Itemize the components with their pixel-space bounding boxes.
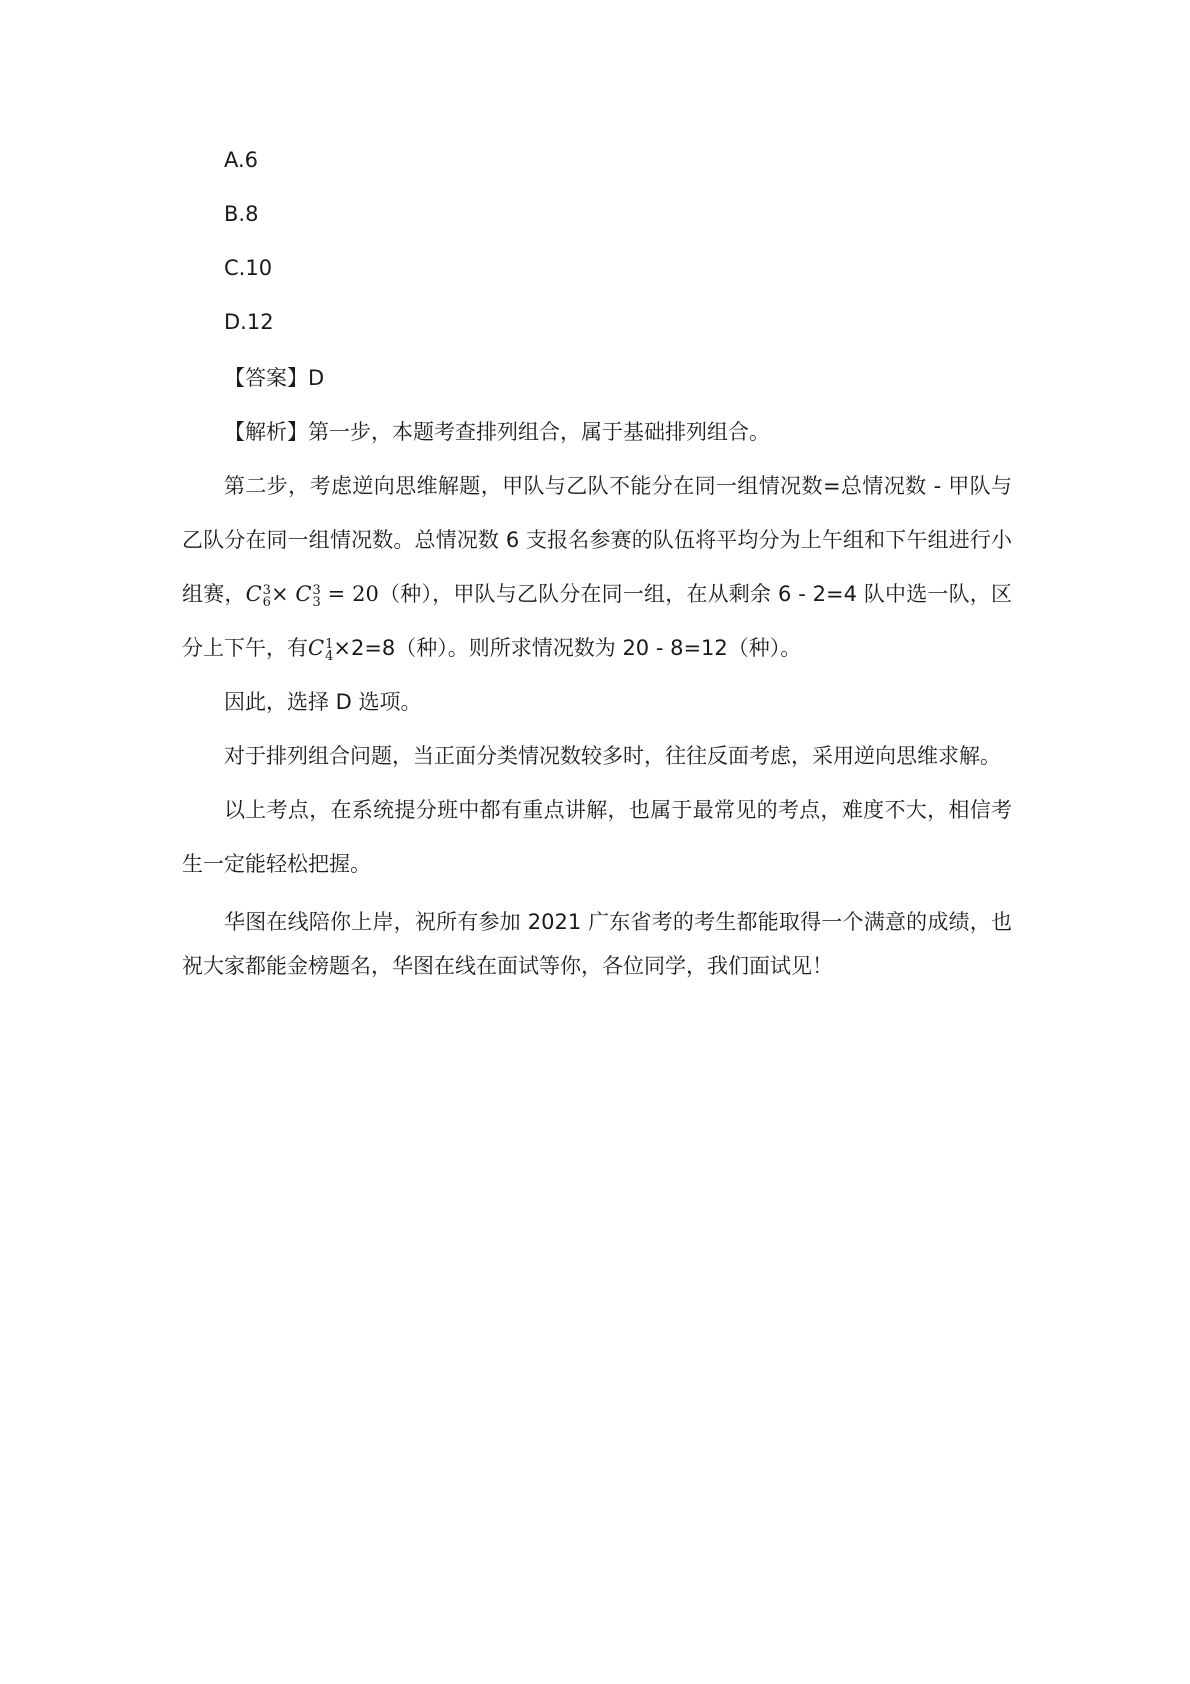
answer-line: 【答案】D: [224, 366, 325, 390]
analysis-tip: 对于排列组合问题，当正面分类情况数较多时，往往反面考虑，采用逆向思维求解。: [224, 744, 1001, 768]
formula-equals: =: [327, 582, 346, 606]
formula2-sub: 4: [325, 649, 334, 664]
step2-text-3: ×2=8（种）。则所求情况数为 20 - 8=12（种）。: [333, 636, 802, 660]
option-b: B.8: [224, 202, 259, 226]
formula2-sup: 1: [325, 637, 334, 652]
step2-text-1: 第二步，考虑逆向思维解题，甲队与乙队不能分在同一组情况数=总情况数 - 甲队与乙队分在同一组情况数。总情况数 6 支报名参赛的队伍将平均分为上午组和下午组进行小组赛，: [182, 474, 1012, 606]
formula-combination-product: [245, 582, 379, 610]
formula-combination-c41: [308, 636, 334, 664]
formula-c-symbol-2: C: [295, 582, 312, 606]
formula-c-symbol-1: C: [245, 582, 262, 606]
analysis-intro: 【解析】第一步，本题考查排列组合，属于基础排列组合。: [224, 420, 770, 444]
formula-sub-2: 3: [312, 595, 321, 610]
formula2-c-symbol: C: [308, 636, 325, 660]
formula-sup-1: 3: [262, 583, 271, 598]
option-a: A.6: [224, 148, 259, 172]
option-c: C.10: [224, 256, 273, 280]
option-d: D.12: [224, 310, 274, 334]
analysis-conclusion: 因此，选择 D 选项。: [224, 690, 422, 714]
formula-result: 20: [352, 582, 379, 606]
analysis-note: 以上考点，在系统提分班中都有重点讲解，也属于最常见的考点，难度不大，相信考生一定能轻松把握。: [182, 798, 1012, 876]
formula-times: ×: [270, 582, 289, 606]
formula-sup-2: 3: [312, 583, 321, 598]
analysis-step2: [182, 459, 1012, 675]
closing-message: 华图在线陪你上岸，祝所有参加 2021 广东省考的考生都能取得一个满意的成绩，也祝大家都能金榜题名，华图在线在面试等你，各位同学，我们面试见！: [182, 910, 1012, 978]
step2-text-2: （种），甲队与乙队分在同一组，在从剩余 6 - 2=4 队中选一队，区分上下午，有: [182, 582, 1012, 660]
formula-sub-1: 6: [262, 595, 271, 610]
